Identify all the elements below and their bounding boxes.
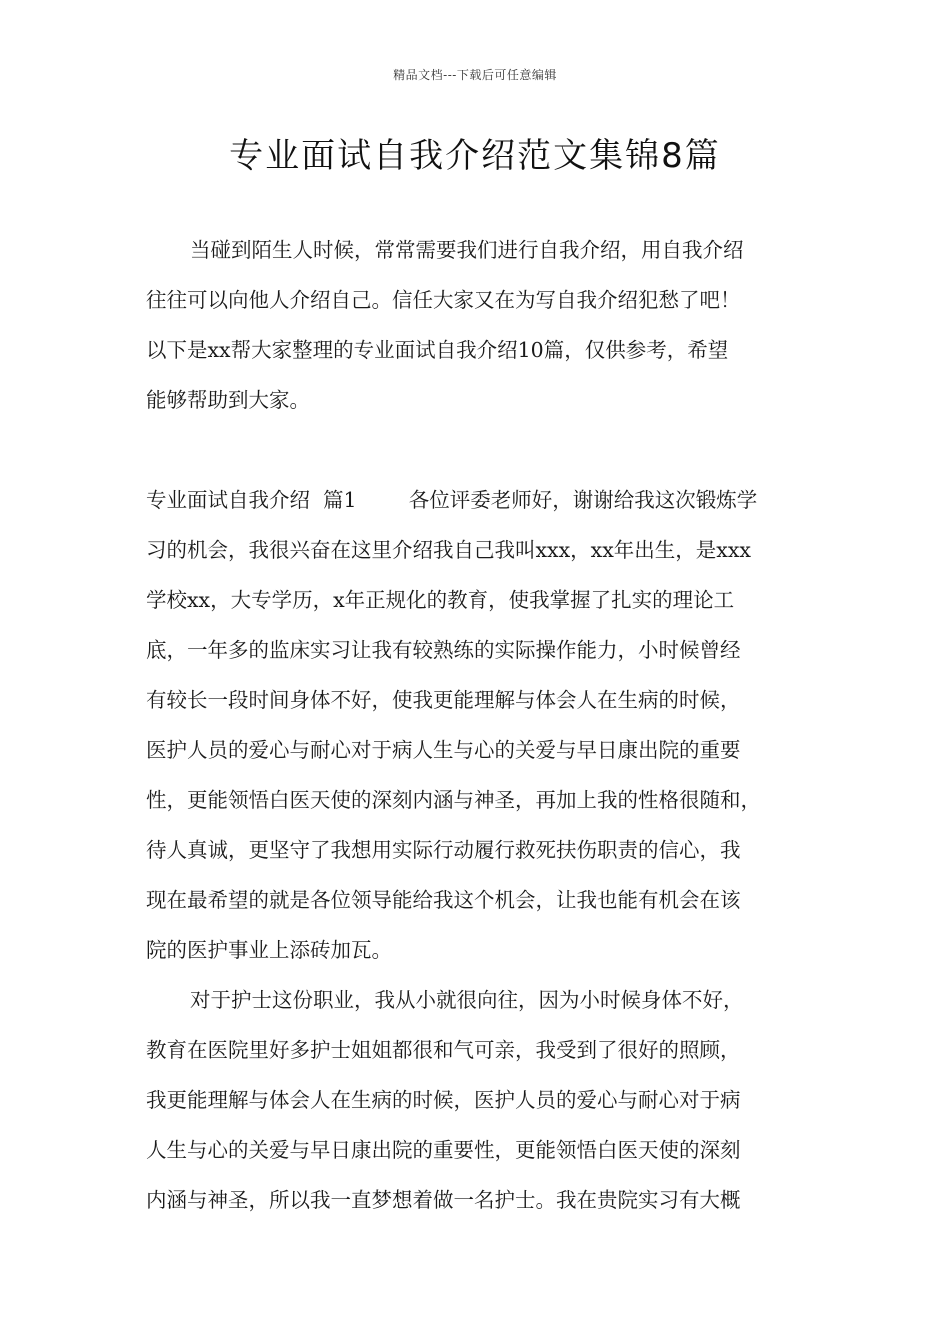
paragraph-line: 待人真诚，更坚守了我想用实际行动履行救死扶伤职责的信心，我 (146, 838, 741, 862)
paragraph-line: 底，一年多的监床实习让我有较熟练的实际操作能力，小时候曾经 (146, 638, 741, 662)
paragraph-line: 我更能理解与体会人在生病的时候，医护人员的爱心与耐心对于病 (146, 1088, 741, 1112)
document-title: 专业面试自我介绍范文集锦8篇 (229, 136, 721, 176)
paragraph-line: 专业面试自我介绍 篇1 各位评委老师好，谢谢给我这次锻炼学 (146, 488, 758, 512)
paragraph-line: 能够帮助到大家。 (146, 388, 310, 412)
paragraph-line: 学校xx，大专学历，x年正规化的教育，使我掌握了扎实的理论工 (146, 588, 735, 612)
header-note: 精品文档---下载后可任意编辑 (393, 68, 557, 82)
paragraph-line: 性，更能领悟白医天使的深刻内涵与神圣，再加上我的性格很随和， (146, 788, 761, 812)
paragraph-line: 内涵与神圣，所以我一直梦想着做一名护士。我在贵院实习有大概 (146, 1188, 741, 1212)
paragraph-line: 往往可以向他人介绍自己。信任大家又在为写自我介绍犯愁了吧！ (146, 288, 741, 312)
intro-paragraph (146, 225, 806, 425)
paragraph-line: 习的机会，我很兴奋在这里介绍我自己我叫xxx，xx年出生，是xxx (146, 538, 751, 562)
section-2-paragraph (146, 975, 806, 1225)
paragraph-line: 医护人员的爱心与耐心对于病人生与心的关爱与早日康出院的重要 (146, 738, 741, 762)
paragraph-line: 当碰到陌生人时候，常常需要我们进行自我介绍，用自我介绍 (190, 238, 744, 262)
paragraph-line: 教育在医院里好多护士姐姐都很和气可亲，我受到了很好的照顾， (146, 1038, 741, 1062)
paragraph-line: 人生与心的关爱与早日康出院的重要性，更能领悟白医天使的深刻 (146, 1138, 741, 1162)
paragraph-line: 院的医护事业上添砖加瓦。 (146, 938, 392, 962)
paragraph-line: 对于护士这份职业，我从小就很向往，因为小时候身体不好， (190, 988, 744, 1012)
paragraph-line: 现在最希望的就是各位领导能给我这个机会，让我也能有机会在该 (146, 888, 741, 912)
paragraph-line: 以下是xx帮大家整理的专业面试自我介绍10篇，仅供参考，希望 (146, 338, 729, 362)
section-1-paragraph (146, 475, 806, 975)
paragraph-line: 有较长一段时间身体不好，使我更能理解与体会人在生病的时候， (146, 688, 741, 712)
